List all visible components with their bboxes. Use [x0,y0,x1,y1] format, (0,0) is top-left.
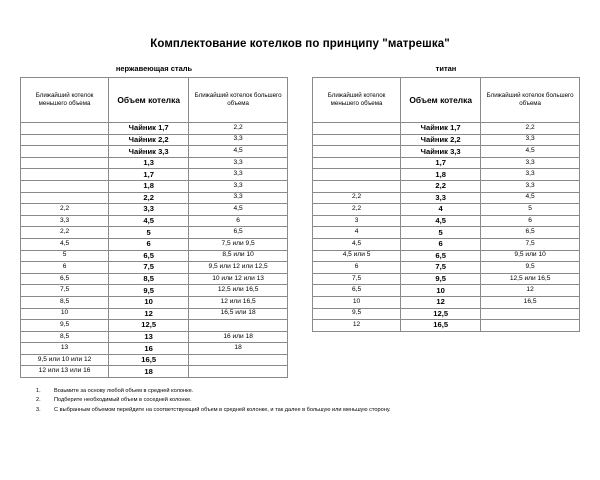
cell-larger [189,354,288,366]
cell-smaller: 4,5 или 5 [313,250,401,262]
notes-list [0,378,600,414]
cell-smaller: 6 [21,262,109,274]
cell-larger: 16,5 [481,296,580,308]
cell-smaller [313,146,401,158]
note-number: 3. [36,406,41,413]
table-row [313,204,580,216]
cell-larger: 3,3 [189,169,288,181]
table-row [313,273,580,285]
cell-smaller: 9,5 или 10 или 12 [21,354,109,366]
table-row [313,285,580,297]
table-stainless [20,77,288,378]
cell-larger: 3,3 [189,180,288,192]
cell-smaller: 4 [313,227,401,239]
table-header-row [313,78,580,123]
table-row [21,308,288,320]
cell-volume: 16,5 [109,354,189,366]
table-row [313,123,580,135]
table-row [313,192,580,204]
table-row [21,331,288,343]
cell-smaller [313,157,401,169]
cell-larger: 16,5 или 18 [189,308,288,320]
cell-smaller: 10 [21,308,109,320]
table-row [313,180,580,192]
table-caption-stainless: нержавеющая сталь [115,64,193,73]
cell-larger: 5 [481,204,580,216]
cell-smaller: 3 [313,215,401,227]
cell-volume: 10 [109,296,189,308]
cell-volume: 12 [401,296,481,308]
table-row [313,238,580,250]
table-titanium [312,77,580,332]
cell-smaller: 6,5 [313,285,401,297]
cell-larger: 10 или 12 или 13 [189,273,288,285]
cell-smaller: 3,3 [21,215,109,227]
cell-larger: 9,5 [481,262,580,274]
table-row [313,296,580,308]
cell-volume: 2,2 [109,192,189,204]
table-row [21,134,288,146]
cell-volume: 12,5 [109,320,189,332]
cell-larger: 9,5 или 10 [481,250,580,262]
table-row [21,285,288,297]
cell-volume: Чайник 2,2 [401,134,481,146]
note-item [36,396,580,404]
cell-smaller: 2,2 [313,204,401,216]
cell-larger: 4,5 [481,146,580,158]
cell-larger: 4,5 [481,192,580,204]
cell-smaller: 10 [313,296,401,308]
table-body-stainless [21,123,288,378]
cell-smaller [313,180,401,192]
cell-smaller: 12 или 13 или 16 [21,366,109,378]
column-header-smaller: Ближайший котелок меньшего объема [313,78,401,123]
cell-smaller: 9,5 [313,308,401,320]
table-row [313,308,580,320]
cell-volume: 16,5 [401,320,481,332]
cell-volume: 9,5 [109,285,189,297]
cell-smaller: 12 [313,320,401,332]
table-row [21,250,288,262]
table-row [313,250,580,262]
cell-larger: 12 [481,285,580,297]
cell-larger: 3,3 [189,157,288,169]
cell-smaller [21,169,109,181]
cell-larger: 3,3 [481,169,580,181]
cell-smaller: 7,5 [313,273,401,285]
table-row [21,169,288,181]
cell-volume: 16 [109,343,189,355]
cell-larger: 7,5 [481,238,580,250]
tables-container [0,50,600,378]
column-header-larger: Ближайший котелок большего объема [481,78,580,123]
cell-larger: 6 [189,215,288,227]
cell-larger: 6,5 [189,227,288,239]
note-text: С выбранным объемом перейдите на соответствующий объем в средней колонке, и так далее в большую или меньшую сторону. [54,406,391,413]
table-row [313,262,580,274]
cell-smaller: 6,5 [21,273,109,285]
cell-volume: 6 [401,238,481,250]
cell-smaller: 4,5 [313,238,401,250]
table-row [21,366,288,378]
cell-volume: 18 [109,366,189,378]
note-number: 1. [36,388,41,395]
cell-larger: 6,5 [481,227,580,239]
note-number: 2. [36,397,41,404]
cell-volume: 1,8 [401,169,481,181]
cell-smaller [21,180,109,192]
cell-smaller: 4,5 [21,238,109,250]
table-block-stainless [20,64,288,378]
cell-larger: 2,2 [189,123,288,135]
cell-larger [481,320,580,332]
cell-larger: 6 [481,215,580,227]
column-header-larger: Ближайший котелок большего объема [189,78,288,123]
cell-volume: 4,5 [401,215,481,227]
cell-volume: 12 [109,308,189,320]
cell-volume: 2,2 [401,180,481,192]
table-row [21,180,288,192]
cell-larger: 3,3 [481,157,580,169]
table-row [21,227,288,239]
cell-volume: Чайник 2,2 [109,134,189,146]
cell-volume: 3,3 [109,204,189,216]
cell-volume: 9,5 [401,273,481,285]
cell-smaller: 9,5 [21,320,109,332]
table-row [21,157,288,169]
cell-smaller [21,146,109,158]
cell-volume: 8,5 [109,273,189,285]
cell-smaller: 6 [313,262,401,274]
cell-smaller [313,123,401,135]
cell-volume: 5 [401,227,481,239]
table-caption-titanium: титан [435,64,457,73]
cell-larger: 4,5 [189,146,288,158]
cell-larger: 4,5 [189,204,288,216]
cell-volume: 5 [109,227,189,239]
column-header-volume: Объем котелка [401,78,481,123]
table-row [21,238,288,250]
cell-volume: 4 [401,204,481,216]
cell-larger: 8,5 или 10 [189,250,288,262]
note-text: Подберите необходимый объем в соседней колонке. [54,397,192,404]
cell-volume: 7,5 [401,262,481,274]
cell-smaller [21,123,109,135]
table-row [313,134,580,146]
cell-volume: Чайник 1,7 [109,123,189,135]
cell-smaller: 2,2 [313,192,401,204]
table-row [313,227,580,239]
cell-larger: 7,5 или 9,5 [189,238,288,250]
cell-smaller [21,192,109,204]
table-row [21,354,288,366]
cell-larger: 9,5 или 12 или 12,5 [189,262,288,274]
cell-volume: 6,5 [109,250,189,262]
table-row [313,215,580,227]
table-row [21,320,288,332]
table-body-titanium [313,123,580,332]
table-row [21,123,288,135]
table-row [313,169,580,181]
cell-volume: 3,3 [401,192,481,204]
cell-volume: 1,8 [109,180,189,192]
cell-smaller [313,134,401,146]
cell-volume: 1,3 [109,157,189,169]
cell-smaller: 2,2 [21,227,109,239]
cell-smaller: 5 [21,250,109,262]
note-item [36,406,580,414]
table-row [21,296,288,308]
table-row [21,273,288,285]
cell-smaller: 13 [21,343,109,355]
table-row [21,215,288,227]
cell-volume: 13 [109,331,189,343]
cell-volume: 12,5 [401,308,481,320]
cell-smaller: 8,5 [21,331,109,343]
table-row [313,320,580,332]
cell-smaller: 8,5 [21,296,109,308]
table-block-titanium [312,64,580,378]
cell-larger: 2,2 [481,123,580,135]
cell-smaller [21,157,109,169]
cell-larger: 12,5 или 16,5 [189,285,288,297]
cell-larger: 3,3 [189,192,288,204]
cell-smaller: 7,5 [21,285,109,297]
cell-volume: 1,7 [401,157,481,169]
table-row [21,146,288,158]
cell-smaller [21,134,109,146]
cell-smaller [313,169,401,181]
cell-volume: 4,5 [109,215,189,227]
column-header-volume: Объем котелка [109,78,189,123]
cell-volume: Чайник 3,3 [109,146,189,158]
cell-larger: 12 или 16,5 [189,296,288,308]
cell-volume: 6,5 [401,250,481,262]
page-title: Комплектование котелков по принципу "матрешка" [150,38,450,50]
table-row [313,157,580,169]
table-row [21,204,288,216]
cell-larger: 16 или 18 [189,331,288,343]
cell-smaller: 2,2 [21,204,109,216]
cell-larger: 18 [189,343,288,355]
column-header-smaller: Ближайший котелок меньшего объема [21,78,109,123]
note-item [36,387,580,395]
cell-larger [189,320,288,332]
table-header-row [21,78,288,123]
note-text: Возьмите за основу любой объем в средней колонке. [54,388,194,395]
cell-larger: 3,3 [481,134,580,146]
table-row [313,146,580,158]
cell-larger: 3,3 [189,134,288,146]
table-row [21,343,288,355]
cell-larger [189,366,288,378]
cell-larger: 12,5 или 16,5 [481,273,580,285]
table-row [21,192,288,204]
cell-volume: 1,7 [109,169,189,181]
cell-volume: 7,5 [109,262,189,274]
cell-volume: 6 [109,238,189,250]
table-row [21,262,288,274]
cell-volume: Чайник 1,7 [401,123,481,135]
cell-larger: 3,3 [481,180,580,192]
cell-volume: 10 [401,285,481,297]
cell-volume: Чайник 3,3 [401,146,481,158]
cell-larger [481,308,580,320]
